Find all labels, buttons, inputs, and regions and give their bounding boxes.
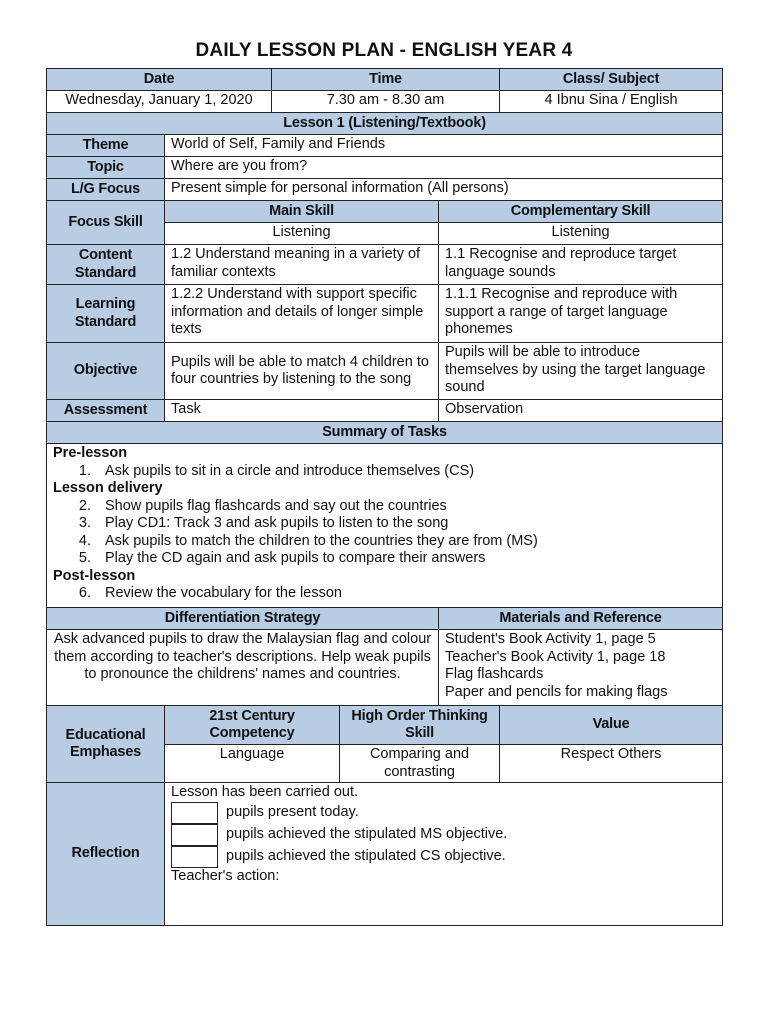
count-box[interactable] (171, 824, 218, 846)
count-box[interactable] (171, 846, 218, 868)
list-item: Flag flashcards (445, 666, 544, 682)
lg-focus-value: Present simple for personal information (All persons) (165, 179, 723, 201)
value-value: Respect Others (500, 745, 723, 783)
page-title: DAILY LESSON PLAN - ENGLISH YEAR 4 (195, 40, 573, 61)
date-value: Wednesday, January 1, 2020 (47, 91, 272, 113)
class-header: Class/ Subject (500, 69, 723, 91)
hots-value: Comparing and contrasting (340, 745, 500, 783)
focus-skill-label: Focus Skill (47, 201, 165, 245)
time-value: 7.30 am - 8.30 am (272, 91, 500, 113)
main-skill-value: Listening (165, 223, 439, 245)
teacher-action-label: Teacher's action: (171, 867, 280, 884)
count-box[interactable] (171, 802, 218, 824)
list-item: 2. Show pupils flag flashcards and say out the countries (78, 497, 447, 514)
emphases-label: Educational Emphases (47, 706, 165, 783)
main-skill-header: Main Skill (165, 201, 439, 223)
learning-standard-main: 1.2.2 Understand with support specific information and details of longer simple texts (165, 285, 439, 343)
lesson-title: Lesson 1 (Listening/Textbook) (47, 113, 723, 135)
value-header: Value (500, 706, 723, 745)
class-value: 4 Ibnu Sina / English (500, 91, 723, 113)
content-standard-comp: 1.1 Recognise and reproduce target language sounds (439, 245, 723, 285)
content-standard-main: 1.2 Understand meaning in a variety of familiar contexts (165, 245, 439, 285)
lg-focus-label: L/G Focus (47, 179, 165, 201)
lesson-plan-table (46, 68, 723, 926)
lesson-delivery-heading: Lesson delivery (53, 480, 163, 496)
hots-header: High Order Thinking Skill (340, 706, 500, 745)
materials-list (439, 630, 723, 706)
list-item: Student's Book Activity 1, page 5 (445, 631, 656, 647)
reflection-label: Reflection (47, 783, 165, 926)
assessment-main: Task (165, 400, 439, 422)
objective-comp: Pupils will be able to introduce themselves by using the target language sound (439, 343, 723, 400)
learning-standard-label: Learning Standard (47, 285, 165, 343)
summary-body (47, 444, 723, 608)
assessment-label: Assessment (47, 400, 165, 422)
time-header: Time (272, 69, 500, 91)
post-lesson-heading: Post-lesson (53, 567, 136, 584)
content-standard-label: Content Standard (47, 245, 165, 285)
list-item: 1. Ask pupils to sit in a circle and introduce themselves (CS) (78, 462, 475, 479)
topic-value: Where are you from? (165, 157, 723, 179)
reflection-line: pupils achieved the stipulated CS objective. (171, 846, 716, 868)
theme-label: Theme (47, 135, 165, 157)
reflection-intro: Lesson has been carried out. (171, 784, 359, 800)
list-item: 4. Ask pupils to match the children to the countries they are from (MS) (78, 532, 538, 549)
pre-lesson-heading: Pre-lesson (53, 445, 128, 461)
complementary-skill-header: Complementary Skill (439, 201, 723, 223)
objective-main: Pupils will be able to match 4 children to four countries by listening to the song (165, 343, 439, 400)
list-item: 5. Play the CD again and ask pupils to compare their answers (78, 550, 486, 566)
differentiation-header: Differentiation Strategy (47, 608, 439, 630)
list-item: 3. Play CD1: Track 3 and ask pupils to listen to the song (78, 515, 449, 531)
reflection-body (165, 783, 723, 926)
complementary-skill-value: Listening (439, 223, 723, 245)
list-item: Paper and pencils for making flags (445, 683, 668, 700)
reflection-line: pupils achieved the stipulated MS objective. (171, 824, 716, 846)
topic-label: Topic (47, 157, 165, 179)
list-item: Teacher's Book Activity 1, page 18 (445, 648, 666, 665)
date-header: Date (47, 69, 272, 91)
objective-label: Objective (47, 343, 165, 400)
materials-header: Materials and Reference (439, 608, 723, 630)
list-item: 6. Review the vocabulary for the lesson (78, 585, 342, 601)
c21-value: Language (165, 745, 340, 783)
learning-standard-comp: 1.1.1 Recognise and reproduce with support a range of target language phonemes (439, 285, 723, 343)
theme-value: World of Self, Family and Friends (165, 135, 723, 157)
c21-header: 21st Century Competency (165, 706, 340, 745)
reflection-line: pupils present today. (171, 802, 716, 824)
differentiation-text: Ask advanced pupils to draw the Malaysian flag and colour them according to teacher's descriptions. Help weak pupils to pronounce the childrens' names and countries. (47, 630, 439, 706)
summary-header: Summary of Tasks (47, 422, 723, 444)
assessment-comp: Observation (439, 400, 723, 422)
